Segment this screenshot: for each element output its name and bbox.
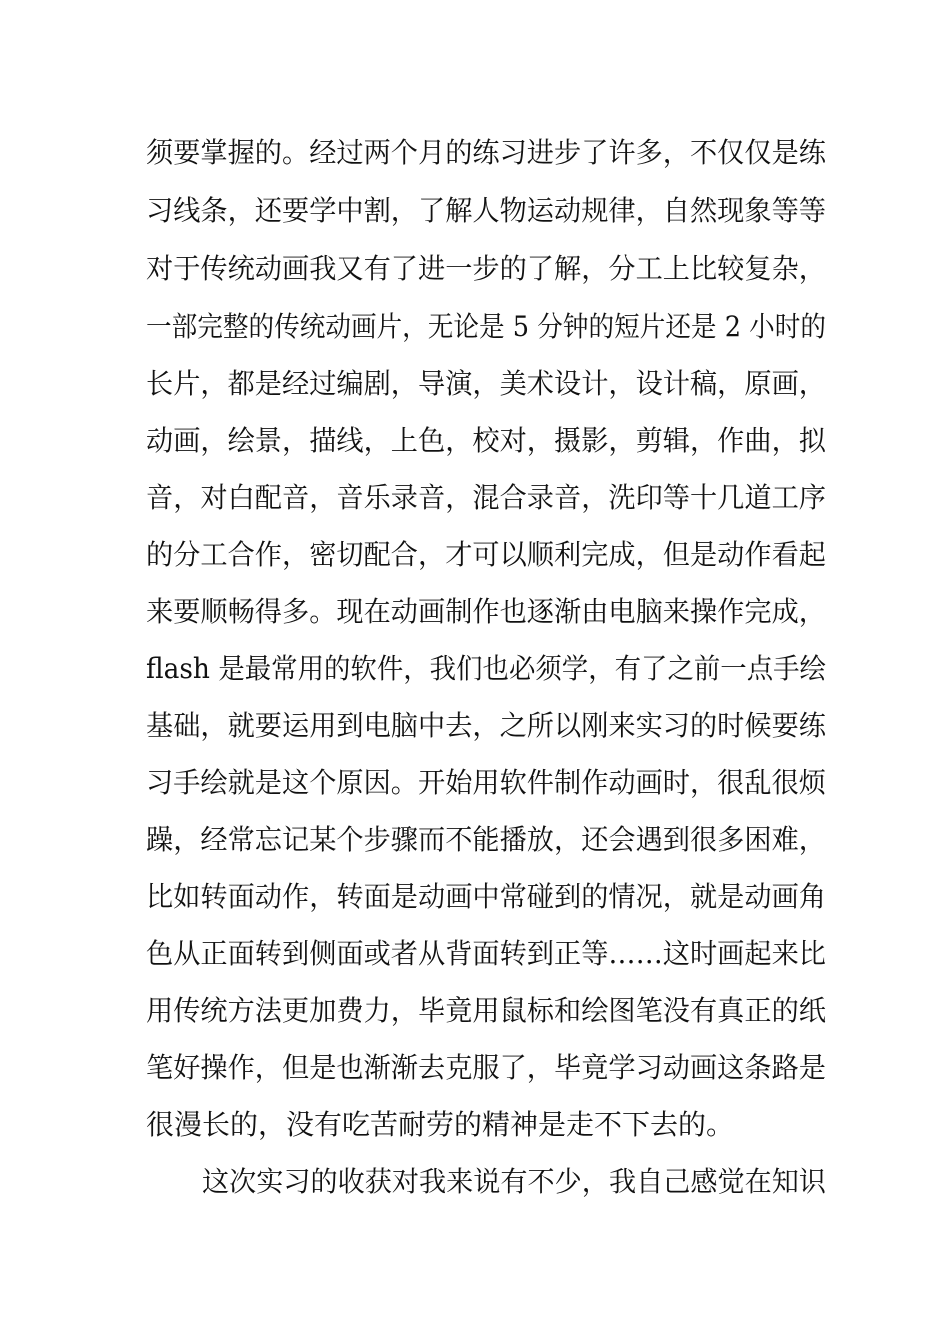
text-line-content: 用传统方法更加费力，毕竟用鼠标和绘图笔没有真正的纸: [146, 994, 826, 1027]
text-line: [0, 982, 950, 1039]
text-line-content: 色从正面转到侧面或者从背面转到正等……这时画起来比: [146, 937, 826, 970]
text-line-content: 比如转面动作，转面是动画中常碰到的情况，就是动画角: [146, 880, 826, 913]
text-line-content: 须要掌握的。经过两个月的练习进步了许多，不仅仅是练: [146, 136, 826, 169]
text-line-content: 一部完整的传统动画片，无论是 5 分钟的短片还是 2 小时的: [146, 310, 826, 343]
text-line: [0, 754, 950, 811]
text-line: [0, 240, 950, 297]
text-line-content: 对于传统动画我又有了进一步的了解，分工上比较复杂，: [146, 252, 826, 285]
text-line: [0, 355, 950, 412]
text-line-content: 基础，就要运用到电脑中去，之所以刚来实习的时候要练: [146, 709, 826, 742]
text-line-content: 的分工合作，密切配合，才可以顺利完成，但是动作看起: [146, 538, 826, 571]
text-line-content: 习线条，还要学中割，了解人物运动规律，自然现象等等: [146, 194, 826, 227]
text-line-content: 动画，绘景，描线，上色，校对，摄影，剪辑，作曲，拟: [146, 424, 826, 457]
text-line: [0, 298, 950, 355]
text-line: [0, 182, 950, 239]
text-line: [0, 640, 950, 697]
text-line: [0, 1096, 950, 1153]
text-line: [0, 925, 950, 982]
text-line: [0, 124, 950, 181]
text-line-content: flash 是最常用的软件，我们也必须学，有了之前一点手绘: [146, 652, 826, 685]
text-line: [0, 811, 950, 868]
paragraph-first-line: [0, 1153, 950, 1210]
text-line-content: 来要顺畅得多。现在动画制作也逐渐由电脑来操作完成，: [146, 595, 826, 628]
text-line: [0, 1039, 950, 1096]
text-line-content: 长片，都是经过编剧，导演，美术设计，设计稿，原画，: [146, 367, 826, 400]
text-line-content: 笔好操作，但是也渐渐去克服了，毕竟学习动画这条路是: [146, 1051, 826, 1084]
text-line: [0, 526, 950, 583]
text-line-content: 躁，经常忘记某个步骤而不能播放，还会遇到很多困难，: [146, 823, 826, 856]
text-line: [0, 868, 950, 925]
text-line: [0, 412, 950, 469]
text-line: [0, 697, 950, 754]
text-line-content: 习手绘就是这个原因。开始用软件制作动画时，很乱很烦: [146, 766, 826, 799]
text-line-content: 很漫长的，没有吃苦耐劳的精神是走不下去的。: [146, 1108, 735, 1141]
text-line: [0, 583, 950, 640]
text-line: [0, 469, 950, 526]
text-line-content: 这次实习的收获对我来说有不少，我自己感觉在知识: [202, 1165, 826, 1198]
text-line-content: 音，对白配音，音乐录音，混合录音，洗印等十几道工序: [146, 481, 826, 514]
